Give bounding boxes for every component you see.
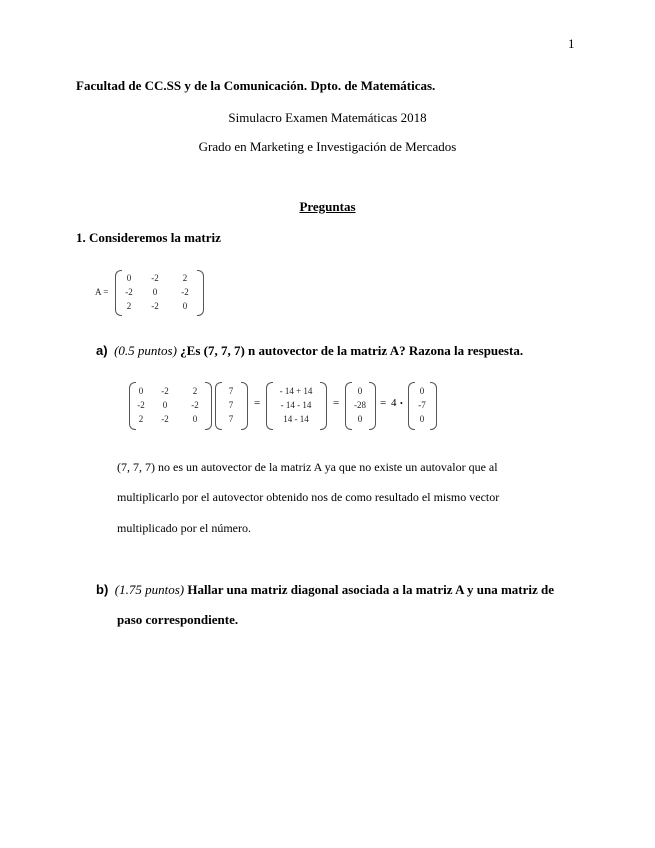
- part-b-prompt: [96, 582, 554, 598]
- result-cell: 0: [357, 386, 363, 396]
- section-heading: Preguntas: [299, 199, 356, 214]
- matrix-cell: 2: [126, 301, 132, 311]
- part-b-letter: b): [96, 582, 109, 597]
- part-b-text: Hallar una matriz diagonal asociada a la matriz A y una matriz de: [187, 582, 555, 597]
- degree-title: Grado en Marketing e Investigación de Mercados: [198, 139, 457, 154]
- times-sign: •: [400, 399, 403, 408]
- answer-line-3: multiplicado por el número.: [117, 521, 251, 535]
- product-cell: - 14 + 14: [279, 386, 313, 396]
- matrix-cell: -2: [161, 414, 169, 424]
- part-a-prompt: [96, 343, 523, 359]
- exam-title: Simulacro Examen Matemáticas 2018: [228, 110, 427, 125]
- page-number: 1: [568, 36, 575, 51]
- answer-line-1: (7, 7, 7) no es un autovector de la matriz A ya que no existe un autovalor que al: [117, 460, 498, 474]
- equation-vector: [219, 384, 243, 426]
- part-a-letter: a): [96, 343, 108, 358]
- vector-cell: 7: [228, 400, 234, 410]
- matrix-a: [95, 268, 205, 318]
- result-cell: 0: [357, 414, 363, 424]
- matrix-cell: -2: [151, 301, 159, 311]
- eigenvector-equation: [125, 380, 445, 432]
- part-b-text-continued: paso correspondiente.: [117, 612, 239, 627]
- equation-result: [349, 384, 371, 426]
- matrix-a-grid: [119, 271, 199, 313]
- scaled-cell: -7: [418, 400, 426, 410]
- matrix-cell: -2: [191, 400, 199, 410]
- scaled-cell: 0: [419, 386, 425, 396]
- matrix-cell: -2: [125, 287, 133, 297]
- equals-sign: =: [333, 397, 340, 409]
- matrix-cell: 0: [138, 386, 144, 396]
- matrix-cell: 0: [182, 301, 188, 311]
- result-cell: -28: [354, 400, 366, 410]
- right-bracket: [205, 382, 212, 430]
- matrix-cell: 0: [152, 287, 158, 297]
- equation-scaled: [412, 384, 432, 426]
- part-b-points: (1.75 puntos): [114, 582, 185, 597]
- scalar: 4: [391, 397, 397, 409]
- faculty-header: Facultad de CC.SS y de la Comunicación. Dpto. de Matemáticas.: [76, 78, 436, 93]
- answer-line-2: multiplicarlo por el autovector obtenido nos de como resultado el mismo vector: [117, 490, 500, 504]
- vector-cell: 7: [228, 386, 234, 396]
- part-a-points: (0.5 puntos): [114, 343, 177, 358]
- matrix-cell: 2: [192, 386, 198, 396]
- right-bracket: [430, 382, 437, 430]
- scaled-cell: 0: [419, 414, 425, 424]
- matrix-cell: 0: [162, 400, 168, 410]
- matrix-cell: -2: [137, 400, 145, 410]
- matrix-cell: -2: [161, 386, 169, 396]
- matrix-cell: -2: [181, 287, 189, 297]
- product-cell: 14 - 14: [283, 414, 309, 424]
- matrix-cell: -2: [151, 273, 159, 283]
- right-bracket: [197, 270, 204, 316]
- matrix-cell: 0: [192, 414, 198, 424]
- question-1-intro: 1. Consideremos la matriz: [76, 230, 221, 245]
- vector-cell: 7: [228, 414, 234, 424]
- matrix-cell: 2: [138, 414, 144, 424]
- equation-product: [270, 384, 322, 426]
- matrix-cell: 2: [182, 273, 188, 283]
- right-bracket: [320, 382, 327, 430]
- matrix-cell: 0: [126, 273, 132, 283]
- matrix-label: A =: [95, 287, 109, 297]
- right-bracket: [241, 382, 248, 430]
- product-cell: - 14 - 14: [280, 400, 312, 410]
- right-bracket: [369, 382, 376, 430]
- part-a-text: ¿Es (7, 7, 7) n autovector de la matriz A? Razona la respuesta.: [180, 343, 524, 358]
- equals-sign: =: [254, 397, 261, 409]
- equals-sign: =: [380, 397, 387, 409]
- equation-matrix: [133, 384, 209, 426]
